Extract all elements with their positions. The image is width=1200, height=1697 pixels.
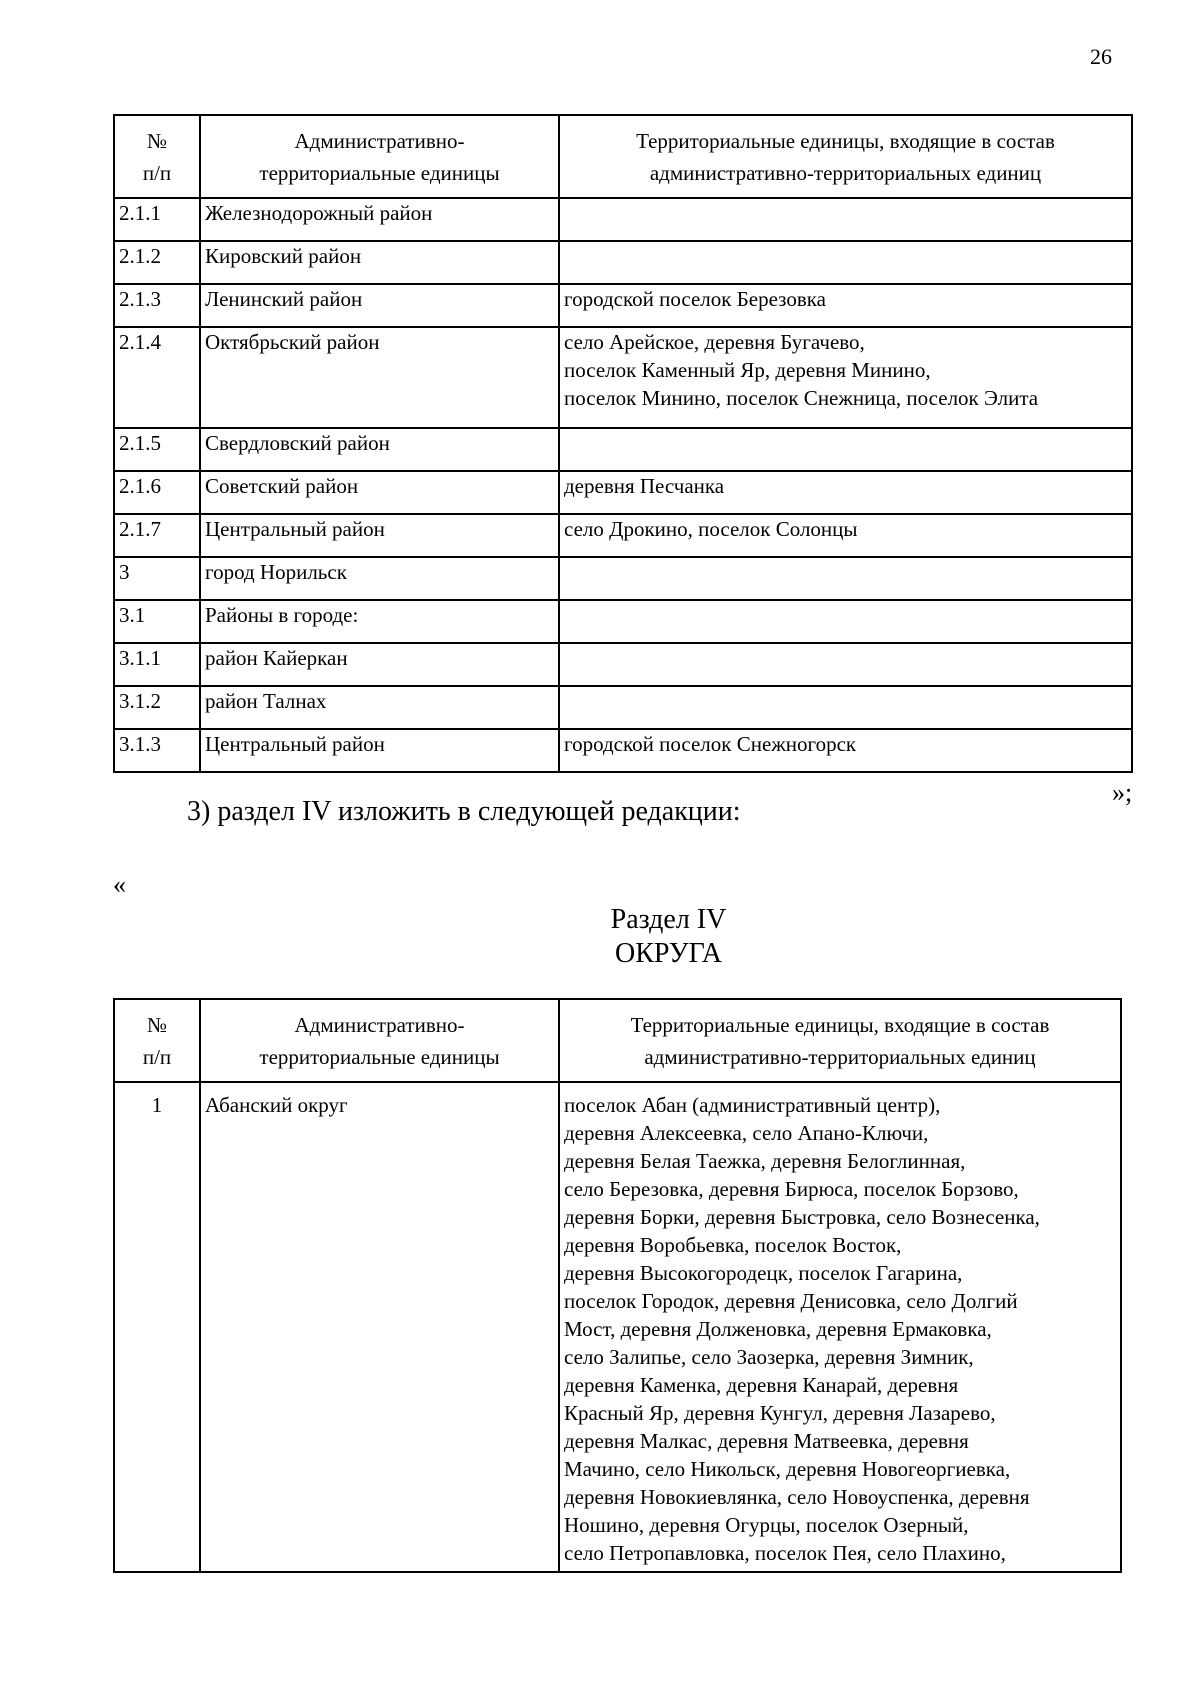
table-row — [114, 643, 1132, 686]
header-number: № п/п — [114, 999, 200, 1082]
header-admin-units: Административно- территориальные единицы — [200, 115, 559, 198]
table-row — [114, 686, 1132, 729]
row-territorial-units: поселок Абан (административный центр), деревня Алексеевка, село Апано-Ключи, деревня Белая Таежка, деревня Белоглинная, село Березовка, деревня Бирюса, поселок Борзово, деревня Борки, деревня Быстровка, село Вознесенка, деревня Воробьевка, поселок Восток, деревня Высокогородецк, поселок Гагарина, поселок Городок, деревня Денисовка, село Долгий Мост, деревня Долженовка, деревня Ермаковка, село Залипье, село Заозерка, деревня Зимник, деревня Каменка, деревня Канарай, деревня Красный Яр, деревня Кунгул, деревня Лазарево, деревня Малкас, деревня Матвеевка, деревня Мачино, село Никольск, деревня Новогеоргиевка, деревня Новокиевлянка, село Новоуспенка, деревня Ношино, деревня Огурцы, поселок Озерный, село Петропавловка, поселок Пея, село Плахино, — [559, 1082, 1121, 1572]
section-title: Раздел IV — [610, 904, 727, 935]
table-row — [114, 198, 1132, 241]
page-number: 26 — [1090, 44, 1112, 69]
row-admin-unit: Свердловский район — [200, 428, 559, 471]
table-row — [114, 514, 1132, 557]
row-number: 2.1.7 — [114, 514, 200, 557]
header-territorial-units: Территориальные единицы, входящие в состав административно-территориальных единиц — [559, 115, 1132, 198]
row-admin-unit: Советский район — [200, 471, 559, 514]
table-row — [114, 284, 1132, 327]
row-number: 2.1.2 — [114, 241, 200, 284]
row-territorial-units — [559, 241, 1132, 284]
row-number: 2.1.6 — [114, 471, 200, 514]
row-territorial-units: деревня Песчанка — [559, 471, 1132, 514]
row-admin-unit: Железнодорожный район — [200, 198, 559, 241]
table-row — [114, 1082, 1121, 1572]
row-territorial-units — [559, 643, 1132, 686]
row-admin-unit: Кировский район — [200, 241, 559, 284]
row-number: 3 — [114, 557, 200, 600]
row-territorial-units — [559, 600, 1132, 643]
row-admin-unit: Центральный район — [200, 514, 559, 557]
row-number: 2.1.4 — [114, 327, 200, 428]
row-admin-unit: район Кайеркан — [200, 643, 559, 686]
row-admin-unit: Абанский округ — [200, 1082, 559, 1572]
header-admin-units: Административно- территориальные единицы — [200, 999, 559, 1082]
table-row — [114, 600, 1132, 643]
row-admin-unit: Центральный район — [200, 729, 559, 772]
section-subtitle: ОКРУГА — [615, 938, 722, 969]
row-number: 1 — [114, 1082, 200, 1572]
districts-table — [113, 114, 1133, 773]
okruga-table — [113, 998, 1122, 1573]
row-number: 2.1.1 — [114, 198, 200, 241]
row-admin-unit: Районы в городе: — [200, 600, 559, 643]
amendment-instruction: 3) раздел IV изложить в следующей редакции: — [187, 796, 741, 827]
header-territorial-units: Территориальные единицы, входящие в состав административно-территориальных единиц — [559, 999, 1121, 1082]
row-admin-unit: район Талнах — [200, 686, 559, 729]
row-number: 2.1.5 — [114, 428, 200, 471]
header-number: № п/п — [114, 115, 200, 198]
section-heading — [560, 903, 777, 971]
row-territorial-units: село Арейское, деревня Бугачево, поселок Каменный Яр, деревня Минино, поселок Минино, поселок Снежница, поселок Элита — [559, 327, 1132, 428]
table-row — [114, 428, 1132, 471]
opening-quote: « — [113, 870, 126, 899]
row-territorial-units: село Дрокино, поселок Солонцы — [559, 514, 1132, 557]
table-header-row — [114, 115, 1132, 198]
table-row — [114, 729, 1132, 772]
row-admin-unit: Ленинский район — [200, 284, 559, 327]
table-header-row — [114, 999, 1121, 1082]
row-territorial-units — [559, 557, 1132, 600]
table-row — [114, 471, 1132, 514]
row-territorial-units: городской поселок Березовка — [559, 284, 1132, 327]
row-territorial-units — [559, 198, 1132, 241]
row-number: 3.1.2 — [114, 686, 200, 729]
row-admin-unit: Октябрьский район — [200, 327, 559, 428]
row-territorial-units — [559, 428, 1132, 471]
table-row — [114, 557, 1132, 600]
row-admin-unit: город Норильск — [200, 557, 559, 600]
row-territorial-units: городской поселок Снежногорск — [559, 729, 1132, 772]
row-number: 3.1.1 — [114, 643, 200, 686]
row-number: 3.1 — [114, 600, 200, 643]
row-number: 3.1.3 — [114, 729, 200, 772]
closing-quote: »; — [1112, 778, 1133, 807]
row-number: 2.1.3 — [114, 284, 200, 327]
row-territorial-units — [559, 686, 1132, 729]
table-row — [114, 327, 1132, 428]
table-row — [114, 241, 1132, 284]
